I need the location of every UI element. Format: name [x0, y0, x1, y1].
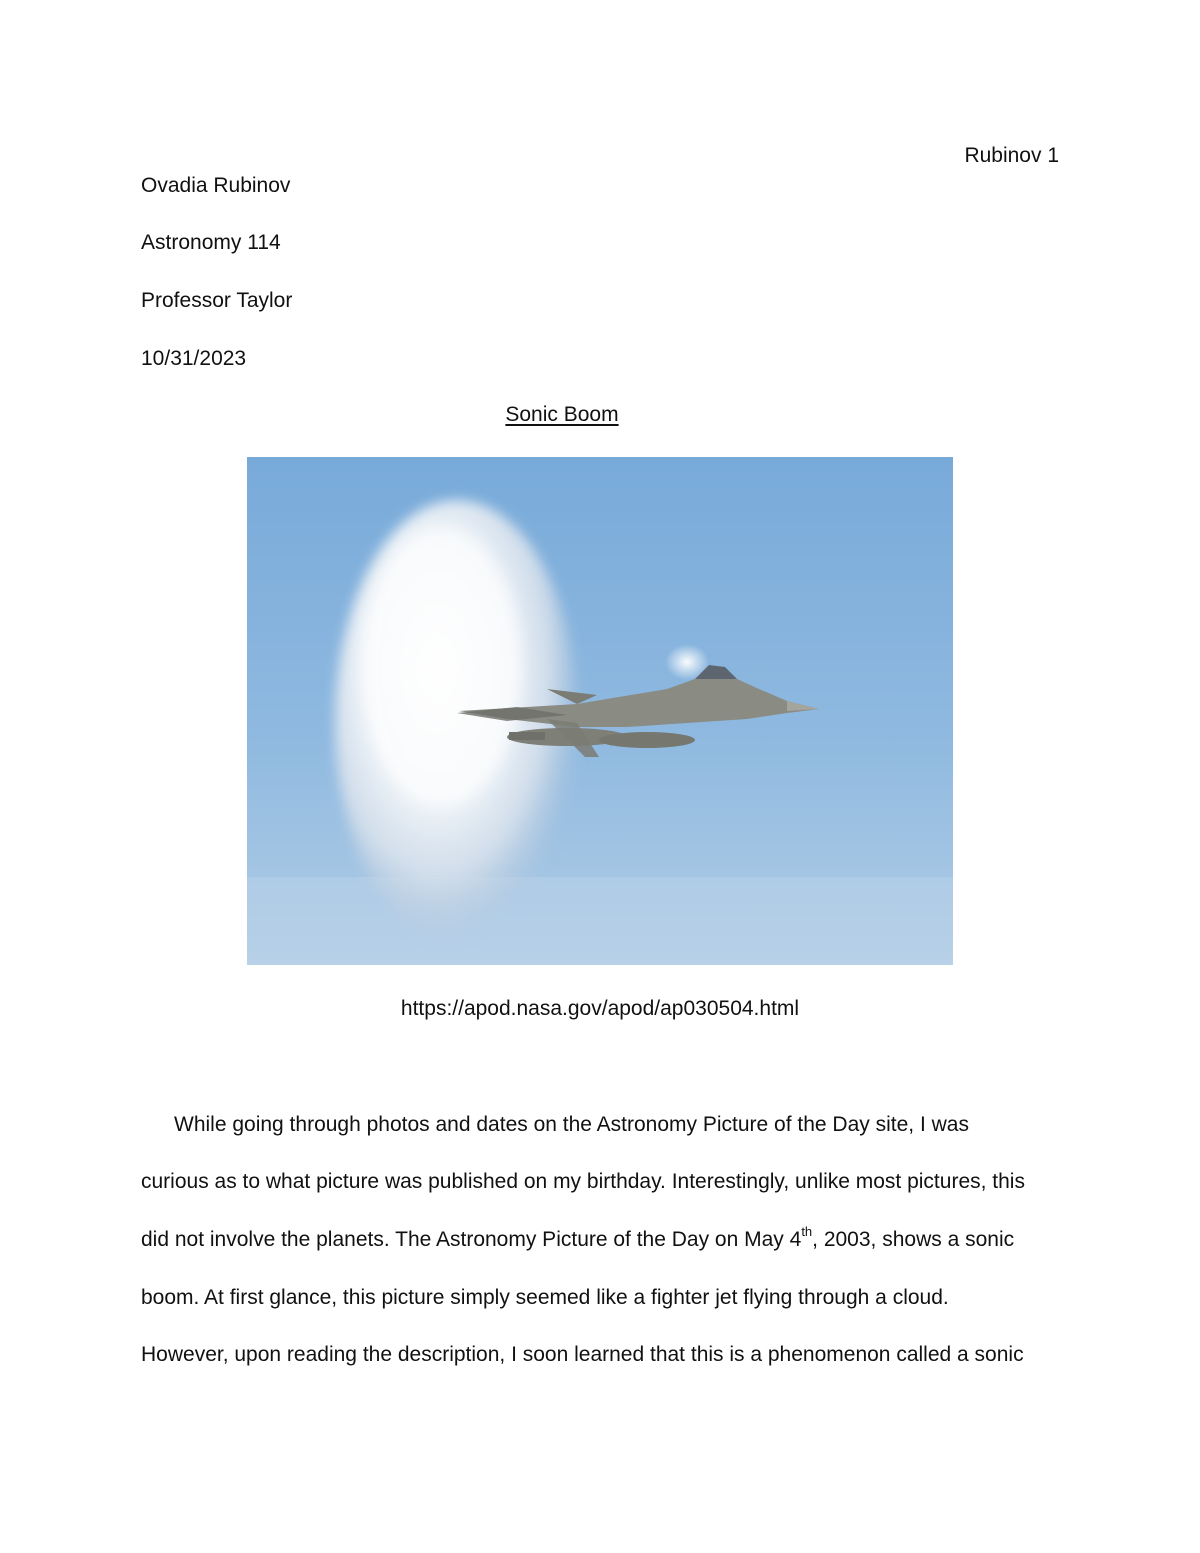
paragraph-line-3-start: did not involve the planets. The Astronomy Picture of the Day on May 4: [141, 1228, 802, 1251]
paragraph-line-4: boom. At first glance, this picture simply seemed like a fighter jet flying through a cloud.: [141, 1286, 949, 1309]
paragraph-line-1: While going through photos and dates on the Astronomy Picture of the Day site, I was: [174, 1113, 969, 1136]
paragraph-line-3-end: , 2003, shows a sonic: [812, 1228, 1015, 1251]
author-name: Ovadia Rubinov: [141, 174, 291, 197]
ordinal-superscript: th: [801, 1224, 813, 1239]
page-title: Sonic Boom: [505, 403, 619, 426]
image-source-url[interactable]: https://apod.nasa.gov/apod/ap030504.html: [400, 997, 800, 1020]
paragraph-line-3: [141, 1224, 1015, 1253]
paragraph-line-5: However, upon reading the description, I soon learned that this is a phenomenon called a sonic: [141, 1343, 1024, 1366]
professor-name: Professor Taylor: [141, 289, 293, 312]
paragraph-line-2: curious as to what picture was published on my birthday. Interestingly, unlike most pictures, this: [141, 1170, 1025, 1193]
page-header-label: Rubinov 1: [964, 144, 1059, 167]
document-date: 10/31/2023: [141, 347, 247, 370]
sonic-boom-photo: [247, 457, 953, 965]
jet-vapor-cone-image: [247, 457, 953, 965]
course-name: Astronomy 114: [141, 231, 281, 254]
